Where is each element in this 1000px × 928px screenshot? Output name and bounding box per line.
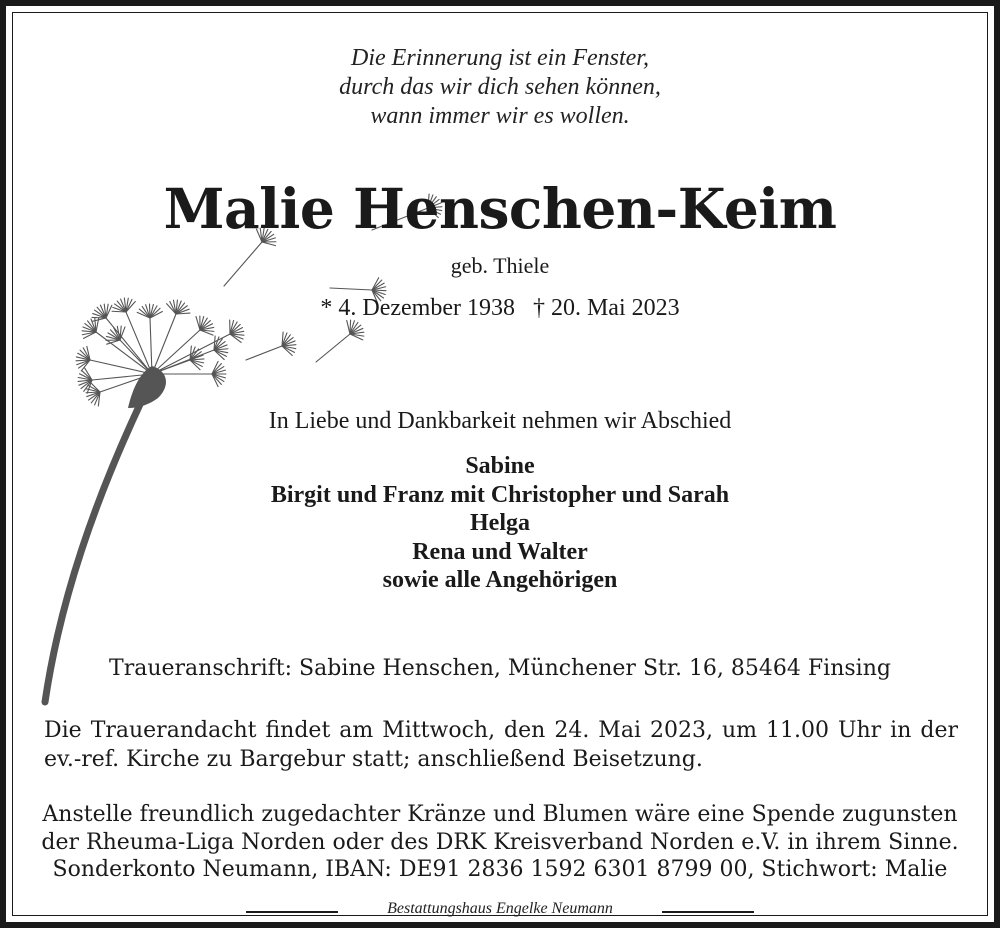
- service-line: Die Trauerandacht findet am Mittwoch, den 24. Mai 2023, um 11.00 Uhr in der: [44, 718, 958, 743]
- donation-line: der Rheuma-Liga Norden oder des DRK Kreisverband Norden e.V. in ihrem Sinne.: [41, 829, 959, 855]
- memorial-quote: [0, 44, 1000, 131]
- donation-line: Sonderkonto Neumann, IBAN: DE91 2836 1592 6301 8799 00, Stichwort: Malie: [52, 857, 948, 882]
- maiden-name: geb. Thiele: [450, 253, 550, 278]
- service-info: [44, 716, 958, 774]
- quote-line: wann immer wir es wollen.: [370, 103, 630, 129]
- mourners-list: [0, 452, 1000, 595]
- mourner-line: Helga: [470, 510, 530, 536]
- service-line: ev.-ref. Kirche zu Bargebur statt; anschließend Beisetzung.: [44, 747, 703, 772]
- quote-line: Die Erinnerung ist ein Fenster,: [351, 45, 649, 71]
- mourner-line: Sabine: [465, 453, 535, 479]
- death-date: † 20. Mai 2023: [532, 295, 680, 321]
- donation-line: Anstelle freundlich zugedachter Kränze und Blumen wäre eine Spende zugunsten: [42, 802, 958, 827]
- funeral-home: Bestattungshaus Engelke Neumann: [387, 900, 613, 917]
- mourner-line: sowie alle Angehörigen: [382, 567, 618, 593]
- mourner-line: Birgit und Franz mit Christopher und Sarah: [270, 481, 730, 508]
- birth-date: * 4. Dezember 1938: [320, 295, 515, 321]
- deceased-name: Malie Henschen-Keim: [163, 176, 837, 241]
- quote-line: durch das wir dich sehen können,: [339, 74, 661, 100]
- donation-info: [0, 801, 1000, 884]
- farewell-intro: In Liebe und Dankbarkeit nehmen wir Abschied: [268, 408, 732, 434]
- mourner-line: Rena und Walter: [412, 538, 588, 565]
- mourning-address: Traueranschrift: Sabine Henschen, Münchener Str. 16, 85464 Finsing: [109, 656, 891, 681]
- life-dates: [0, 295, 1000, 322]
